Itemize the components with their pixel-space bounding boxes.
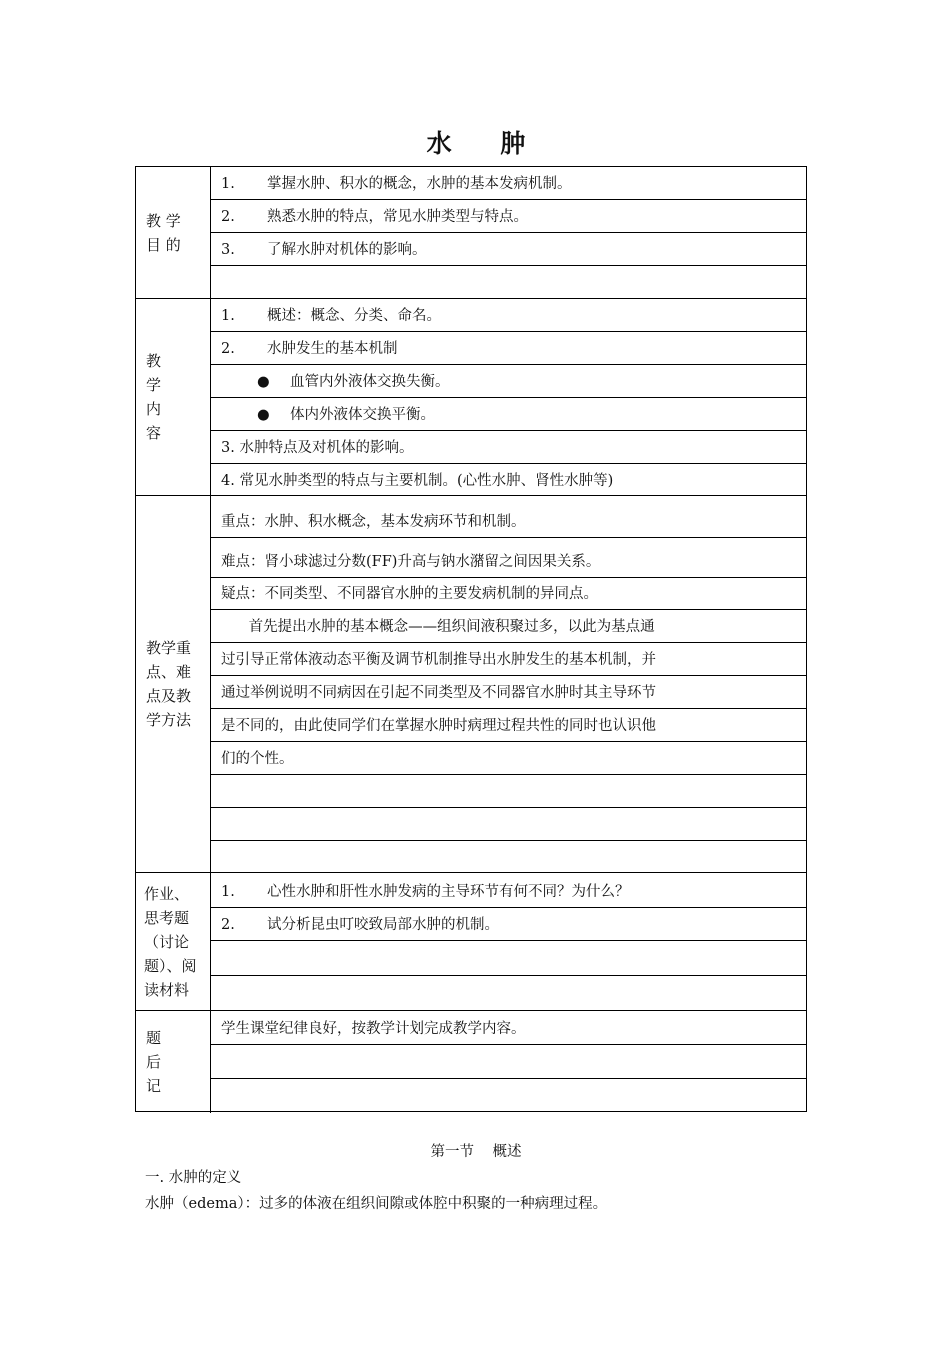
content-row: ● 血管内外液体交换失衡。 [211, 365, 806, 398]
focus-label: 教学重 点、难 点及教 学方法 [136, 496, 211, 872]
focus-row [211, 808, 806, 841]
focus-row: 过引导正常体液动态平衡及调节机制推导出水肿发生的基本机制，并 [211, 643, 806, 676]
postscript-row [211, 1045, 806, 1079]
objective-row: 2. 熟悉水肿的特点，常见水肿类型与特点。 [211, 200, 806, 233]
objective-row: 1. 掌握水肿、积水的概念，水肿的基本发病机制。 [211, 167, 806, 200]
focus-row [211, 841, 806, 873]
postscript-row: 学生课堂纪律良好，按教学计划完成教学内容。 [211, 1011, 806, 1045]
focus-row: 们的个性。 [211, 742, 806, 775]
focus-row: 重点：水肿、积水概念，基本发病环节和机制。 [211, 496, 806, 538]
lesson-plan-table [135, 166, 807, 1112]
homework-row [211, 976, 806, 1011]
subheading: 一. 水肿的定义 [145, 1170, 242, 1186]
objective-row [211, 266, 806, 298]
bullet-icon: ● [257, 407, 270, 423]
homework-label: 作业、 思考题 （讨论 题）、阅 读材料 [136, 873, 211, 1010]
section-heading: 第一节 概述 [430, 1144, 522, 1160]
homework-row [211, 941, 806, 976]
postscript-row [211, 1079, 806, 1112]
content-row: 2. 水肿发生的基本机制 [211, 332, 806, 365]
homework-section [136, 872, 806, 1010]
focus-row [211, 775, 806, 808]
objective-row: 3. 了解水肿对机体的影响。 [211, 233, 806, 266]
focus-row: 是不同的，由此使同学们在掌握水肿时病理过程共性的同时也认识他 [211, 709, 806, 742]
content-label: 教 学 内 容 [136, 299, 211, 495]
focus-row: 难点：肾小球滤过分数(FF)升高与钠水潴留之间因果关系。 [211, 538, 806, 578]
homework-row: 2. 试分析昆虫叮咬致局部水肿的机制。 [211, 908, 806, 941]
postscript-label: 题 后 记 [136, 1011, 211, 1113]
focus-section [136, 495, 806, 872]
definition-text: 水肿（edema）：过多的体液在组织间隙或体腔中积聚的一种病理过程。 [145, 1196, 608, 1212]
content-row: 4. 常见水肿类型的特点与主要机制。(心性水肿、肾性水肿等) [221, 473, 614, 489]
focus-row: 通过举例说明不同病因在引起不同类型及不同器官水肿时其主导环节 [211, 676, 806, 709]
content-row: 3. 水肿特点及对机体的影响。 [211, 431, 806, 464]
content-row: 1. 概述：概念、分类、命名。 [211, 299, 806, 332]
homework-row: 1. 心性水肿和肝性水肿发病的主导环节有何不同？为什么？ [211, 873, 806, 908]
objectives-label: 教 学 目 的 [136, 167, 211, 298]
focus-row: 疑点：不同类型、不同器官水肿的主要发病机制的异同点。 [211, 578, 806, 610]
postscript-section [136, 1010, 806, 1113]
content-section [136, 298, 806, 495]
document-title: 水 肿 [426, 129, 546, 158]
objectives-section [136, 167, 806, 298]
content-row: ● 体内外液体交换平衡。 [211, 398, 806, 431]
focus-row: 首先提出水肿的基本概念——组织间液积聚过多，以此为基点通 [211, 610, 806, 643]
bullet-icon: ● [257, 374, 270, 390]
